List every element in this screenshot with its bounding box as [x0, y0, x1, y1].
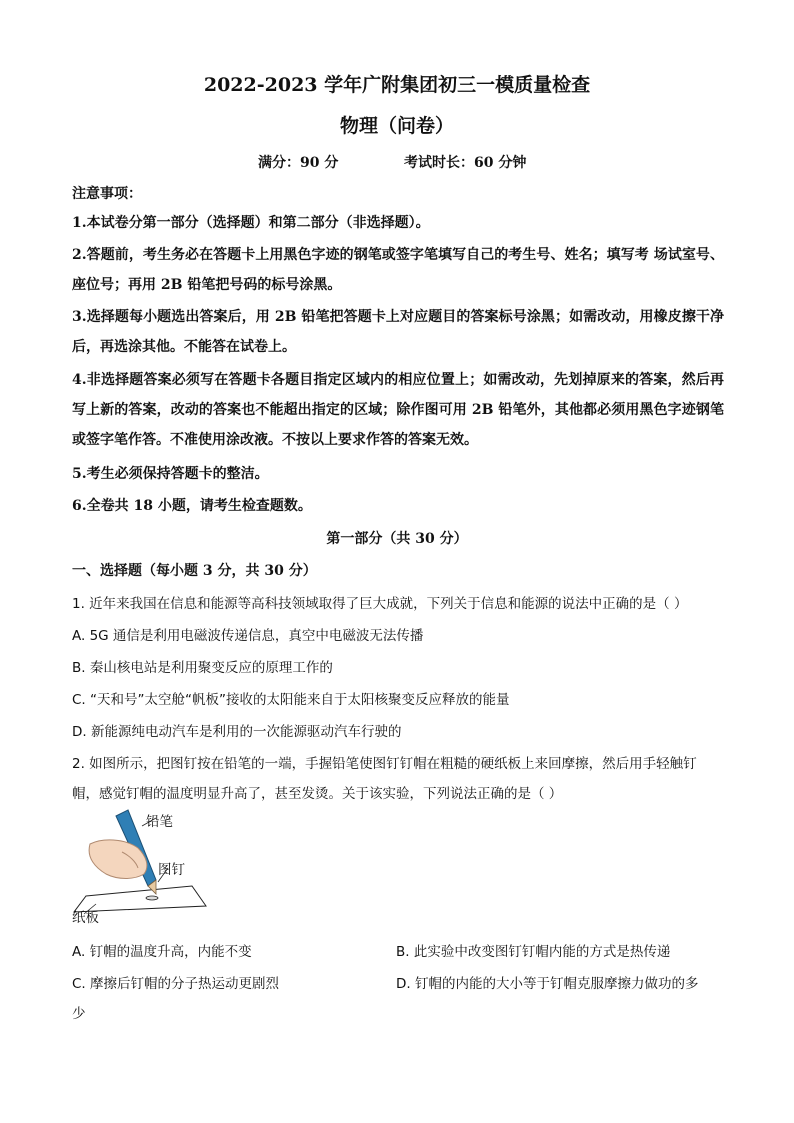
note-item: 1.本试卷分第一部分（选择题）和第二部分（非选择题）。 — [72, 215, 430, 231]
section-title: 第一部分（共 30 分） — [326, 531, 468, 547]
cardboard-label: 纸板 — [72, 910, 99, 926]
question-2-option-b: B. 此实验中改变图钉钉帽内能的方式是热传递 — [396, 944, 671, 960]
page-title: 2022-2023 学年广附集团初三一模质量检查 — [203, 74, 591, 96]
full-score: 满分：90 分 — [258, 155, 339, 171]
pushpin-label: 图钉 — [158, 862, 185, 878]
question-2-stem-line-2: 帽，感觉钉帽的温度明显升高了，甚至发烫。关于该实验，下列说法正确的是（ ） — [72, 786, 563, 802]
question-2-option-a: A. 钉帽的温度升高，内能不变 — [72, 944, 252, 960]
pushpin-head-shape — [146, 896, 158, 900]
note-item: 5.考生必须保持答题卡的整洁。 — [72, 466, 269, 482]
part-title: 一、选择题（每小题 3 分，共 30 分） — [72, 563, 317, 579]
question-1-option-c: C. “天和号”太空舱“帆板”接收的太阳能来自于太阳核聚变反应释放的能量 — [72, 692, 510, 708]
question-1-option-d: D. 新能源纯电动汽车是利用的一次能源驱动汽车行驶的 — [72, 724, 402, 740]
note-item: 2.答题前，考生务必在答题卡上用黑色字迹的钢笔或签字笔填写自己的考生号、姓名；填写考 场试室号、座位号；再用 2B 铅笔把号码的标号涂黑。 — [72, 247, 724, 293]
note-item: 6.全卷共 18 小题，请考生检查题数。 — [72, 498, 312, 514]
page-subtitle: 物理（问卷） — [339, 115, 454, 137]
question-1-option-a: A. 5G 通信是利用电磁波传递信息，真空中电磁波无法传播 — [72, 628, 424, 644]
notes-heading: 注意事项： — [72, 186, 142, 202]
question-2-option-d: D. 钉帽的内能的大小等于钉帽克服摩擦力做功的多 — [396, 976, 699, 992]
note-item: 4.非选择题答案必须写在答题卡各题目指定区域内的相应位置上；如需改动，先划掉原来的答案，然后再写上新的答案，改动的答案也不能超出指定的区域；除作图可用 2B 铅笔外，其他都必须用黑色字迹钢笔或签字笔作答。不准使用涂改液。不按以上要求作答的答案无效。 — [72, 372, 724, 448]
question-1-option-b: B. 秦山核电站是利用聚变反应的原理工作的 — [72, 660, 333, 676]
question-2-option-d-wrap: 少 — [72, 1006, 86, 1022]
question-2-stem-line-1: 2. 如图所示，把图钉按在铅笔的一端，手握铅笔使图钉钉帽在粗糙的硬纸板上来回摩擦，然后用手轻触钉 — [72, 756, 697, 772]
question-2-option-c: C. 摩擦后钉帽的分子热运动更剧烈 — [72, 976, 280, 992]
pencil-label: 铅笔 — [146, 814, 173, 830]
note-item: 3.选择题每小题选出答案后，用 2B 铅笔把答题卡上对应题目的答案标号涂黑；如需改动，用橡皮擦干净后，再选涂其他。不能答在试卷上。 — [72, 309, 724, 355]
question-1-stem: 1. 近年来我国在信息和能源等高科技领域取得了巨大成就，下列关于信息和能源的说法中正确的是（ ） — [72, 596, 688, 612]
exam-duration: 考试时长：60 分钟 — [404, 155, 527, 171]
